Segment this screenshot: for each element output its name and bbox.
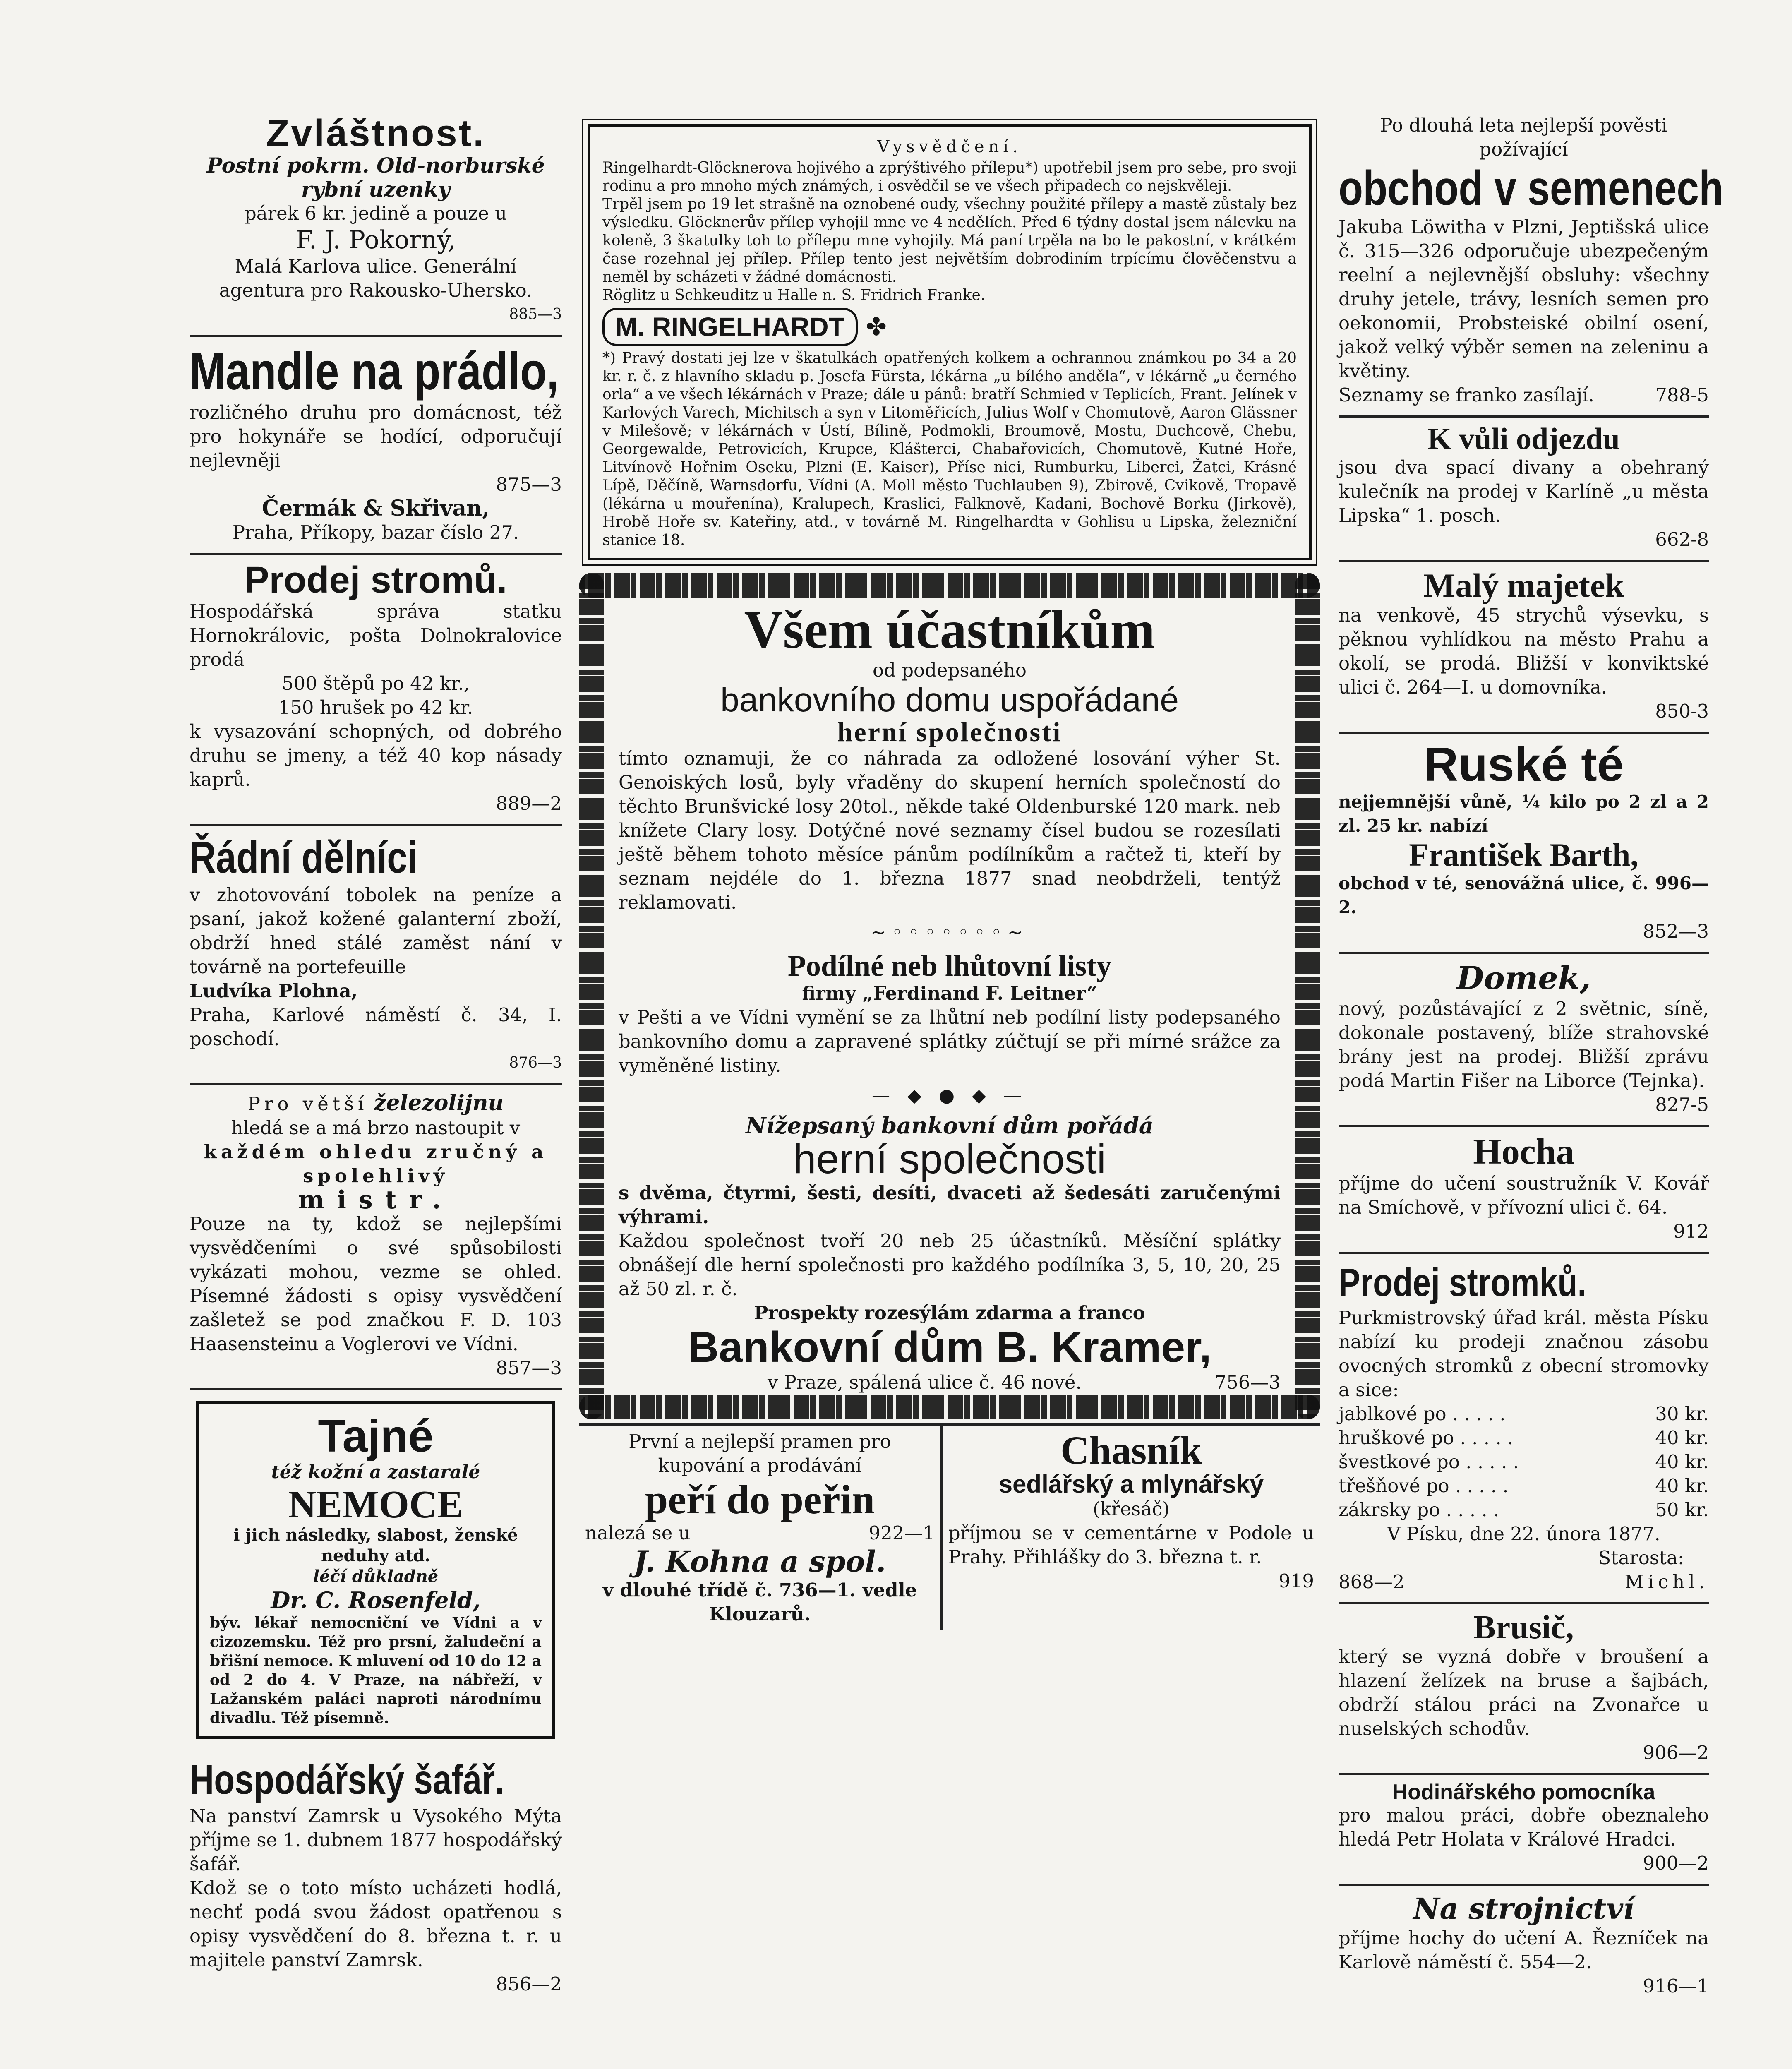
chain-border-left — [579, 573, 604, 1419]
ad-domek — [1339, 954, 1709, 1127]
ad-address: v Praze, spálená ulice č. 46 nové. — [768, 1371, 1082, 1393]
ad-heading: Nížepsaný bankovní dům pořádá — [746, 1112, 1154, 1139]
ad-title: Řádní dělníci — [190, 832, 418, 883]
price-list — [1339, 1402, 1709, 1522]
ad-text: léčí důkladně — [313, 1567, 439, 1587]
ad-signature: Michl. — [1624, 1570, 1709, 1593]
ad-text: nejjemnější vůně, ¼ kilo po 2 zl a 2 zl. 25 kr. nabízí — [1339, 791, 1709, 836]
ad-hodinar — [1339, 1775, 1709, 1886]
ad-title: Vysvědčení. — [877, 137, 1022, 156]
price-item: švestkové po . . . . . — [1339, 1450, 1519, 1473]
price-value: 40 kr. — [1655, 1450, 1709, 1473]
ad-title: Hocha — [1473, 1132, 1574, 1172]
ad-name: F. J. Pokorný, — [295, 225, 456, 254]
ad-text: hledá se a má brzo nastoupit v — [231, 1117, 521, 1139]
ad-zvlastnost — [190, 108, 562, 337]
ad-title: Všem účastníkům — [744, 600, 1155, 660]
right-column — [1339, 108, 1724, 2004]
price-item: hruškové po . . . . . — [1339, 1426, 1514, 1449]
ad-peri — [579, 1426, 943, 1630]
ad-number: 662-8 — [1655, 528, 1709, 550]
ad-text: každém ohledu zručný a spolehlivý — [204, 1141, 548, 1187]
price-row — [1339, 1450, 1709, 1474]
ad-vysvedceni — [588, 124, 1312, 560]
ad-text: příjme hochy do učení A. Řezníček na Karlově náměstí č. 554—2. — [1339, 1927, 1709, 1973]
ad-number: 916—1 — [1643, 1975, 1709, 1997]
ad-number: 912 — [1673, 1220, 1709, 1242]
left-column — [190, 108, 562, 2003]
ornament-divider: — ◆ ● ◆ — — [871, 1085, 1027, 1107]
ad-text: párek 6 kr. jedině a pouze u — [244, 202, 507, 224]
ad-text: k vysazování schopných, od dobrého druhu se jmeny, a též 40 kop násady kaprů. — [190, 720, 562, 791]
ad-text: jsou dva spací divany a obehraný kulečník na prodej v Karlíně „u města Lipska“ 1. posch. — [1339, 456, 1709, 526]
ad-lottery-chain-frame — [579, 573, 1320, 1419]
ad-number: 922—1 — [868, 1522, 935, 1544]
ad-zelezolijna — [190, 1085, 562, 1390]
ad-text: příjme do učení soustružník V. Kovář na Smíchově, v přívozní ulici č. 64. — [1339, 1172, 1709, 1218]
ad-keyword: mistr. — [298, 1186, 453, 1215]
ad-title: Malý majetek — [1423, 566, 1624, 604]
ad-maly-majetek — [1339, 562, 1709, 734]
ad-text: Jakuba Löwitha v Plzni, Jeptišská ulice č. 315—326 odporučuje ubezpečeným reelní a nejlevnější obsluhy: všechny druhy jetele, trávy, lesních semen pro oekonomii, Probsteiské obilní osení, jakož velký výběr semen na zeleninu a květiny. — [1339, 216, 1709, 382]
ad-subtitle: sedlářský a mlynářský — [998, 1470, 1264, 1498]
ad-text: *) Pravý dostati jej lze v škatulkách opatřených kolkem a ochrannou známkou po 34 a 20 kr. r. č. z hlavního skladu p. Josefa Fürsta, lékárna „u bílého anděla“, v lékárně „u černého orla“ a ve všech lékárnách v Praze; dále u pánů: bratří Schmied v Teplicích, Frant. Jelínek v Karlových Varech, Michitsch a syn v Litoměřicích, Julius Wolf v Chomutově, Aaron Glässner v Milešově; v lékárnách v Ústí, Bílině, Podmokli, Broumově, Mostu, Duchcově, Chebu, Georgewalde, Petrovicích, Krupce, Klášterci, Chabařovicích, Chomutově, Kutné Hoře, Litvínově Hořnim Oseku, Plzni (E. Kaiser), Příse nici, Rumburku, Liberci, Žatci, Krásné Lípě, Děčíně, Warnsdorfu, Vídni (A. Moll město Tuchlauben 9), Zbirově, Cvikově, Tropavě (lékárna u mouřenína), Kralupech, Kraslici, Falknově, Kadani, Bochově Borku (Jirkově), Hrobě Hoře sv. Kateřiny, atd., v továrně M. Ringelhardta v Gohlisu u Lipska, železniční stanice 18. — [602, 350, 1297, 549]
center-bottom-ads — [579, 1423, 1320, 1630]
ad-text: (křesáč) — [1093, 1498, 1170, 1520]
ad-hocha — [1339, 1127, 1709, 1253]
ad-brusic — [1339, 1604, 1709, 1775]
ad-name: František Barth, — [1409, 836, 1638, 873]
chain-border-top — [579, 573, 1320, 598]
ad-keyword: železolijnu — [374, 1090, 504, 1116]
ad-title: Brusič, — [1473, 1609, 1574, 1646]
ad-text: Trpěl jsem po 19 let strašně na oznobené oudy, všechny použité přílepy a mastě zůstaly bez výsledku. Glöcknerův přílep vyhojil mne ve 4 nedělích. Před 6 týdny dostal jsem nálevku na koleně, 3 škatulky toh to přílepu mne vyhojily. Má paní trpěla na bo le pakostní, v krátkém čase rozehnal jej přílep. Přílep tento jest největším dobrodiním trpícímu člověčenstvu a neměl by scházeti v žádné domácnosti. — [602, 196, 1297, 286]
ad-text: Na panství Zamrsk u Vysokého Mýta příjme se 1. dubnem 1877 hospodářský šafář. — [190, 1805, 562, 1875]
price-item: zákrsky po . . . . . — [1339, 1498, 1499, 1521]
ad-text: nový, pozůstávající z 2 světnic, síně, dokonale postavený, blíže strahovské brány jest na prodej. Bližší zprávu podá Martin Fišer na Liborce (Tejnka). — [1339, 998, 1709, 1092]
ad-mandle — [190, 337, 562, 555]
ad-heading: herní společnosti — [793, 1136, 1106, 1183]
ad-subtitle: bankovního domu uspořádané — [720, 681, 1179, 719]
ad-text: tímto oznamuji, že co náhrada za odložené losování výher St. Genoiských losů, byly vřaděny do skupení herních společností do těchto Brunšvické losy 20tol., někde také Oldenburské 120 mark. neb knížete Clary losy. Dotýčné nové seznamy čísel budou se rozesílati ještě během tohoto měsíce pánům podílníkům a račtež ti, kteří by seznam nejdéle do 1. března 1877 snad neobdrželi, tentýž reklamovati. — [619, 747, 1281, 913]
ad-name: Čermák & Skřivan, — [261, 495, 490, 521]
ad-prodej-stromu — [190, 555, 562, 826]
ad-text: První a nejlepší pramen pro kupování a prodávání — [629, 1430, 891, 1476]
ad-number: 827-5 — [1655, 1094, 1709, 1116]
ad-obchod-semena — [1339, 108, 1724, 418]
ad-text: Pouze na ty, kdož se nejlepšími vysvědčeními o své spůsobilosti vykázati mohou, vezme se ohled. Písemné žádosti s opisy vysvědčení zašletež se pod značkou F. D. 103 Haasensteinu a Voglerovi ve Vídni. — [190, 1213, 562, 1355]
ad-text: Hospodářská správa statku Hornokrálovic, pošta Dolnokralovice prodá — [190, 600, 562, 671]
ad-chasnik — [943, 1426, 1320, 1630]
ad-number: 756—3 — [1214, 1371, 1281, 1393]
ad-text: který se vyzná dobře v broušení a hlazení želízek na bruse a šajbách, obdrží stálou práci na Zvonařce u nuselských schodův. — [1339, 1645, 1709, 1740]
ad-text: Ringelhardt-Glöcknerova hojivého a zprýštivého přílepu*) upotřebil jsem pro sebe, pro svoji rodinu a pro mnoho mých známých, i osvědčil se ve všech připadech co nejskvěleji. — [602, 159, 1297, 194]
ad-text: Po dlouhá leta nejlepší pověsti požívající — [1380, 114, 1667, 160]
price-row — [1339, 1498, 1709, 1522]
ad-name: Dr. C. Rosenfeld, — [271, 1587, 481, 1614]
ad-strojnictvi — [1339, 1886, 1709, 2004]
ad-firm: J. Kohna a spol. — [633, 1544, 886, 1579]
ad-text: Pro větší — [247, 1093, 368, 1115]
ad-text: v Pešti a ve Vídni vymění se za lhůtní neb podílní listy podepsaného bankovního domu a zapravené splátky zúčtují se při mírné srážce za vyměněné listiny. — [619, 1006, 1281, 1077]
ad-number: 919 — [1279, 1570, 1314, 1592]
ad-text: obchod v té, senovážná ulice, č. 996—2. — [1339, 873, 1709, 918]
ad-text: na venkově, 45 strychů výsevku, s pěknou vyhlídkou na město Prahu a okolí, se prodá. Bližší v konviktské ulici č. 264—I. u domovníka. — [1339, 604, 1709, 698]
ad-subtitle: herní společnosti — [837, 717, 1062, 747]
ad-text: s dvěma, čtyrmi, šesti, desíti, dvaceti až šedesáti zaručenými výhrami. — [619, 1182, 1281, 1228]
price-value: 50 kr. — [1655, 1498, 1709, 1521]
ad-title: Hodinářského pomocníka — [1392, 1780, 1655, 1804]
ornament-divider: ~◦◦◦◦◦◦◦~ — [871, 922, 1029, 943]
ad-heading: Podílné neb lhůtovní listy — [787, 949, 1112, 982]
ad-text: od podepsaného — [873, 659, 1027, 681]
ad-ruske-te — [1339, 734, 1709, 954]
ad-number: 885—3 — [509, 305, 562, 323]
ad-title: Prodej stromků. — [1339, 1260, 1587, 1305]
ad-title: obchod v semenech — [1339, 161, 1724, 216]
ad-text: Kdož se o toto místo ucházeti hodlá, nechť podá svou žádost opatřenou s opisy vysvědčení do 8. března t. r. u majitele panství Zamrsk. — [190, 1877, 562, 1971]
ad-number: 876—3 — [509, 1054, 562, 1072]
ad-title: NEMOCE — [288, 1483, 463, 1526]
ad-subheading: firmy „Ferdinand F. Leitner“ — [802, 982, 1097, 1005]
price-item: jablkové po . . . . . — [1339, 1402, 1506, 1425]
ad-title: Domek, — [1456, 960, 1591, 997]
ad-title: Mandle na prádlo, — [190, 341, 559, 401]
ad-number: 850-3 — [1655, 700, 1709, 722]
ad-radni-delnici — [190, 826, 562, 1085]
ad-item: 500 štěpů po 42 kr., — [281, 672, 470, 695]
ad-text: Seznamy se franko zasílají. — [1339, 384, 1594, 406]
price-value: 40 kr. — [1655, 1474, 1709, 1497]
ad-text: býv. lékař nemocniční ve Vídni a v cizozemsku. Též pro prsní, žaludeční a břišní nemoce. K mluvení od 10 do 12 a od 2 do 4. V Praze, na nábřeží, v Lažanském paláci naproti národnímu divadlu. Též písemně. — [210, 1614, 542, 1727]
ad-address: Praha, Příkopy, bazar číslo 27. — [232, 521, 519, 543]
ad-firm: Bankovní dům B. Kramer, — [688, 1323, 1211, 1372]
ad-title: Zvláštnost. — [266, 112, 485, 154]
ad-text: Starosta: — [1598, 1546, 1684, 1569]
ad-text: příjmou se v cementárne v Podole u Prahy. Přihlášky do 3. března t. r. — [948, 1522, 1314, 1568]
ad-title: Chasník — [1060, 1428, 1202, 1472]
price-row — [1339, 1402, 1709, 1426]
price-item: třešňové po . . . . . — [1339, 1474, 1509, 1497]
ad-text: rozličného druhu pro domácnost, též pro hokynáře se hodící, odporučují nejlevněji — [190, 401, 562, 471]
ad-number: 857—3 — [496, 1357, 562, 1379]
ad-title: Hospodářský šafář. — [190, 1757, 505, 1803]
ad-text: Každou společnost tvoří 20 neb 25 účastníků. Měsíční splátky obnášejí dle herní společnosti pro každého podílníka 3, 5, 10, 20, 25 až 50 zl. r. č. — [619, 1230, 1281, 1300]
ad-text: nalezá se u — [585, 1522, 691, 1544]
ad-text: Malá Karlova ulice. Generální agentura pro Rakousko-Uhersko. — [219, 255, 533, 301]
ad-address: v dlouhé třídě č. 736—1. vedle Klouzarů. — [602, 1579, 917, 1625]
ad-hospodarsky-safar — [190, 1750, 562, 2003]
ad-text: Prospekty rozesýlám zdarma a franco — [754, 1302, 1145, 1324]
ad-name: Ludvíka Plohna, — [190, 980, 358, 1002]
center-column — [579, 108, 1320, 1630]
ad-text: i jich následky, slabost, ženské neduhy atd. — [233, 1525, 518, 1566]
ad-prodej-stromku — [1339, 1254, 1709, 1604]
ad-title: peří do peřin — [645, 1476, 875, 1522]
ad-tajne-nemoce — [196, 1401, 555, 1739]
price-row — [1339, 1474, 1709, 1498]
emblem-icon: ✤ — [866, 312, 887, 341]
ad-number: 856—2 — [496, 1973, 562, 1995]
ad-title: Na strojnictví — [1413, 1891, 1634, 1926]
ad-address: Praha, Karlové náměstí č. 34, I. poschodí. — [190, 1004, 562, 1050]
price-value: 40 kr. — [1655, 1426, 1709, 1449]
ad-title: Tajné — [318, 1411, 434, 1462]
ad-number: 788-5 — [1655, 384, 1709, 406]
price-value: 30 kr. — [1655, 1402, 1709, 1425]
ad-number: 900—2 — [1643, 1852, 1709, 1875]
ad-text: Purkmistrovský úřad král. města Písku nabízí ku prodeji značnou zásobu ovocných stromků z obecní stromovky a sice: — [1339, 1306, 1709, 1401]
chain-border-right — [1295, 573, 1320, 1419]
ad-signature: Röglitz u Schkeuditz u Halle n. S. Fridrich Franke. — [602, 287, 986, 304]
ad-title: K vůli odjezdu — [1427, 422, 1620, 456]
ad-text: pro malou práci, dobře obeznaleho hledá Petr Holata v Králové Hradci. — [1339, 1804, 1709, 1851]
ad-number: 906—2 — [1643, 1741, 1709, 1764]
ad-title: Ruské té — [1423, 737, 1624, 791]
ad-title: Prodej stromů. — [244, 559, 507, 601]
ad-subtitle: též kožní a zastaralé — [271, 1461, 480, 1483]
ad-number: 889—2 — [496, 792, 562, 815]
ad-number: 852—3 — [1643, 920, 1709, 943]
ad-date: V Písku, dne 22. února 1877. — [1387, 1522, 1660, 1545]
ad-item: 150 hrušek po 42 kr. — [278, 696, 473, 719]
ad-k-vuli-odjezdu — [1339, 418, 1709, 562]
ad-number: 875—3 — [496, 473, 562, 495]
price-row — [1339, 1426, 1709, 1450]
chain-border-bottom — [579, 1395, 1320, 1419]
ad-text: v zhotovování tobolek na peníze a psaní, jakož kožené galanterní zboží, obdrží hned stálé zaměst nání v továrně na portefeuille — [190, 884, 562, 978]
ringelhardt-stamp: M. RINGELHARDT — [602, 308, 858, 346]
ad-subtitle: Postní pokrm. Old-norburské rybní uzenky — [206, 153, 545, 202]
ad-number: 868—2 — [1339, 1570, 1405, 1593]
